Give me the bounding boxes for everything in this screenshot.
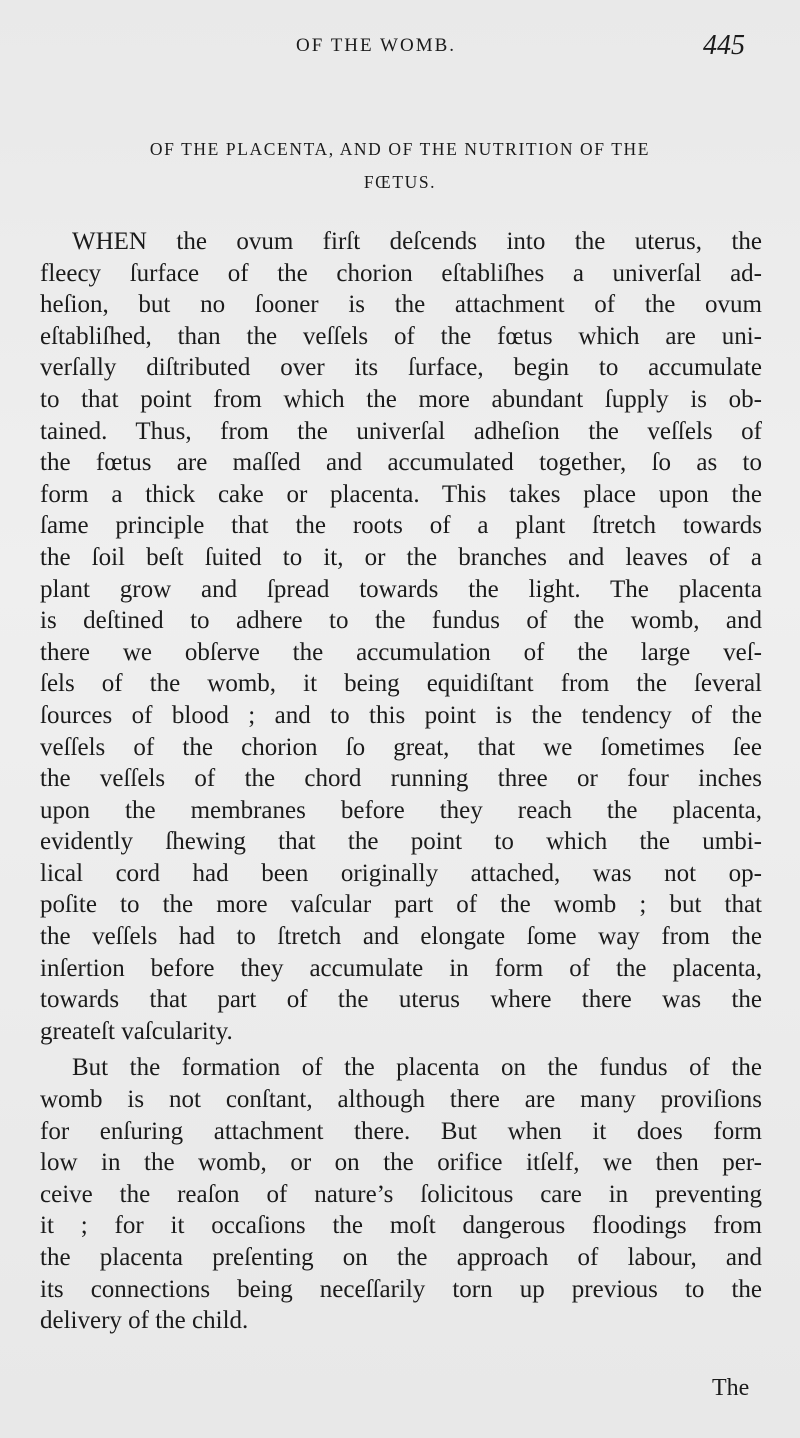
text-line: the ſoil beſt ſuited to it, or the branches and leaves of a: [40, 543, 762, 571]
text-line: the placenta preſenting on the approach of labour, and: [40, 1244, 762, 1271]
text-line: for enſuring attachment there. But when it does form: [40, 1117, 762, 1145]
text-line: lical cord had been originally attached, was not op-: [40, 859, 762, 887]
text-line: tained. Thus, from the univerſal adheſion the veſſels of: [40, 417, 762, 445]
text-line: there we obſerve the accumulation of the large veſ-: [40, 638, 762, 666]
text-line: greateſt vaſcularity.: [40, 1017, 233, 1045]
text-line: fleecy ſurface of the chorion eſtabliſhes a univerſal ad-: [40, 259, 762, 287]
text-line: evidently ſhewing that the point to which the umbi-: [40, 828, 762, 856]
section-heading-line: FŒTUS.: [363, 172, 437, 192]
text-line: low in the womb, or on the orifice itſelf, we then per-: [40, 1149, 762, 1177]
text-line: ſources of blood ; and to this point is the tendency of the: [40, 701, 762, 729]
text-line: veſſels of the chorion ſo great, that we ſometimes ſee: [40, 733, 762, 761]
text-line: ſels of the womb, it being equidiſtant from the ſeveral: [40, 670, 762, 698]
section-heading: [40, 133, 760, 199]
paragraph-1: [40, 226, 762, 1047]
text-line: ſame principle that the roots of a plant ſtretch towards: [40, 512, 762, 540]
text-line: the veſſels of the chord running three or four inches: [40, 765, 762, 793]
text-line: the veſſels had to ſtretch and elongate ſome way from the: [40, 923, 762, 951]
text-line: it ; for it occaſions the moſt dangerous floodings from: [40, 1212, 762, 1240]
text-line: eſtabliſhed, than the veſſels of the fœtus which are uni-: [40, 322, 762, 350]
page-number: 445: [703, 30, 745, 61]
text-line: its connections being neceſſarily torn up previous to the: [40, 1275, 762, 1303]
text-line: heſion, but no ſooner is the attachment of the ovum: [40, 291, 762, 319]
text-line: is deſtined to adhere to the fundus of the womb, and: [40, 607, 762, 635]
text-line: But the formation of the placenta on the fundus of the: [72, 1054, 762, 1082]
text-line: inſertion before they accumulate in form of the placenta,: [40, 954, 762, 982]
text-line: delivery of the child.: [40, 1307, 249, 1335]
running-head: [0, 32, 800, 68]
text-line: towards that part of the uterus where there was the: [40, 986, 762, 1014]
text-line: verſally diſtributed over its ſurface, begin to accumulate: [40, 354, 762, 382]
text-line: poſite to the more vaſcular part of the womb ; but that: [40, 891, 762, 919]
paragraph-2: [40, 1052, 762, 1336]
text-line: plant grow and ſpread towards the light. The placenta: [40, 575, 762, 603]
running-title: OF THE WOMB.: [296, 35, 457, 56]
body-text: [40, 226, 762, 1342]
text-line: upon the membranes before they reach the placenta,: [40, 796, 762, 824]
text-line: form a thick cake or placenta. This takes place upon the: [40, 480, 762, 508]
text-line: ceive the reaſon of nature’s ſolicitous care in preventing: [40, 1180, 762, 1208]
section-heading-line: OF THE PLACENTA, AND OF THE NUTRITION OF THE: [149, 139, 651, 159]
text-line: the fœtus are maſſed and accumulated together, ſo as to: [40, 449, 762, 477]
text-line: womb is not conſtant, although there are many proviſions: [40, 1086, 762, 1114]
text-line: to that point from which the more abundant ſupply is ob-: [40, 385, 762, 413]
text-line: WHEN the ovum firſt deſcends into the uterus, the: [72, 228, 762, 255]
catchword: The: [712, 1375, 750, 1401]
